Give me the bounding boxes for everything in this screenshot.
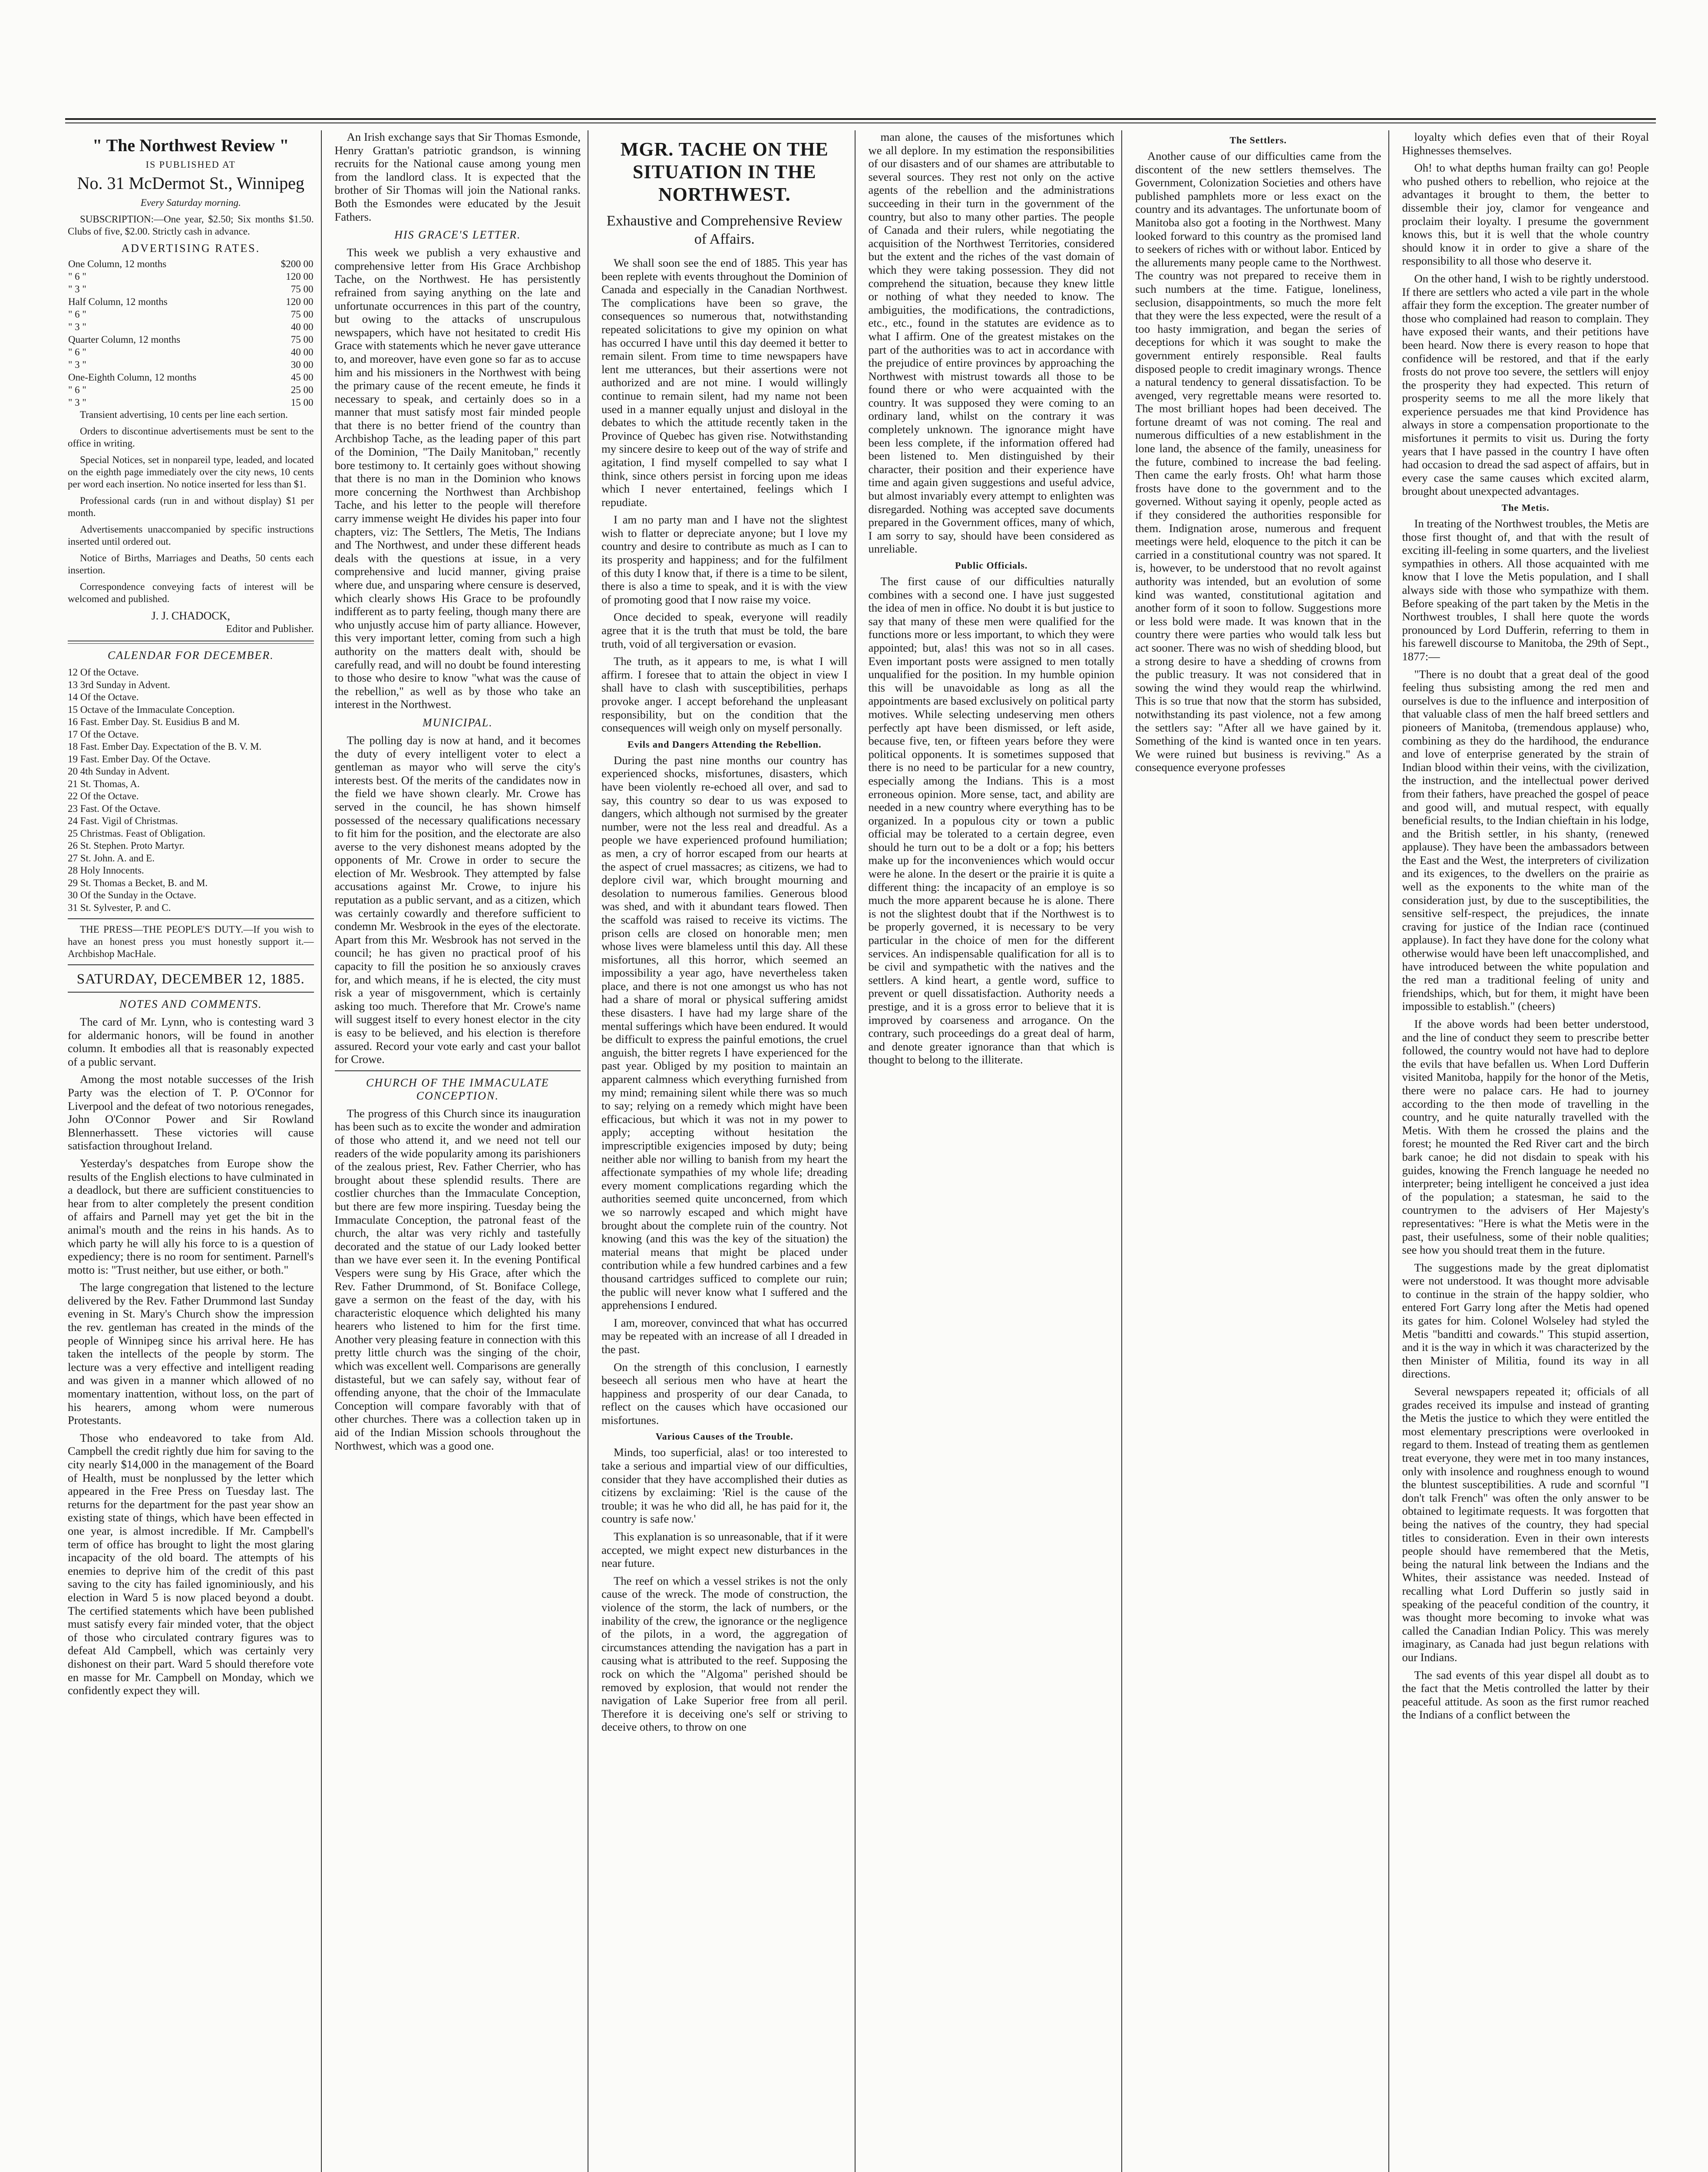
- grace-heading: HIS GRACE'S LETTER.: [394, 228, 521, 242]
- column-6: [1400, 130, 1656, 2172]
- paragraph: The card of Mr. Lynn, who is contesting ward 3 for aldermanic honors, will be found in another column. It embodies all that is reasonably expected of a public servant.: [68, 1015, 314, 1068]
- paragraph: Orders to discontinue advertisements must be sent to the office in writing.: [68, 426, 314, 449]
- column-4: [866, 130, 1123, 2172]
- church-heading: CHURCH OF THE IMMACULATE CONCEPTION.: [366, 1076, 549, 1102]
- calendar-item: 22 Of the Octave.: [68, 791, 139, 801]
- rate-label: " 6 ": [68, 384, 86, 395]
- paragraph: Notice of Births, Marriages and Deaths, 50 cents each insertion.: [68, 553, 314, 576]
- paragraph: If the above words had been better understood, and the line of conduct they seem to prescribe better followed, the country would not have had to deplore the evils that have befallen us. When Lord Dufferin visited Manitoba, happily for the honor of the Metis, there were no palace cars. He had to journey according to the then mode of travelling in the country, and he quite naturally travelled with the Metis. With them he crossed the plains and the forest; he mounted the Red River cart and the birch bark canoe; he did not disdain to speak with his guides, knowing the French language he needed no interpreter; being intelligent he conceived a just idea of the population; a statesman, he said to the countrymen to the advisers of Her Majesty's representatives: "Here is what the Metis were in the past, their usefulness, some of their noble qualities; see how you should treat them in the future.: [1402, 1017, 1649, 1257]
- paragraph: In treating of the Northwest troubles, the Metis are those first thought of, and that with the result of exciting ill-feeling in some quarters, and the liveliest sympathies in others. All those acquainted with me know that I love the Metis population, and I shall always side with those who sympathize with them. Before speaking of the part taken by the Metis in the Northwest troubles, I shall here quote the words pronounced by Lord Dufferin, referring to them in his farewell discourse to Manitoba, the 29th of Sept., 1877:—: [1402, 517, 1649, 663]
- municipal-heading: MUNICIPAL.: [422, 716, 493, 729]
- various-heading: Various Causes of the Trouble.: [655, 1431, 793, 1442]
- rate-row: [68, 295, 314, 308]
- rate-row: [68, 346, 314, 358]
- rate-label: " 6 ": [68, 271, 86, 282]
- public-heading: Public Officials.: [955, 560, 1028, 571]
- rate-label: Quarter Column, 12 months: [68, 334, 181, 345]
- rate-amount: 40 00: [291, 321, 314, 332]
- rate-amount: $200 00: [281, 258, 314, 269]
- masthead-published: IS PUBLISHED AT: [145, 159, 236, 170]
- tache-intro: [601, 256, 848, 735]
- rate-amount: 30 00: [291, 359, 314, 370]
- paragraph: Among the most notable successes of the Irish Party was the election of T. P. O'Connor for Liverpool and the defeat of two notorious renegades, John O'Connor Power and Sir Rowland Blennerhassett. These victories will cause satisfaction throughout Ireland.: [68, 1073, 314, 1152]
- editor-title: Editor and Publisher.: [226, 623, 314, 635]
- calendar-item: 18 Fast. Ember Day. Expectation of the B. V. M.: [68, 741, 262, 752]
- paragraph: The first cause of our difficulties naturally combines with a second one. I have just suggested the idea of men in office. No doubt it is but justice to say that many of these men were qualified for the functions more or less important, to which they were appointed; but, alas! this was not so in all cases. Even important posts were assigned to men totally unqualified for the position. In my humble opinion this will be unavoidable as long as all the appointments are based exclusively on political party motives. While selecting undeserving men others perfectly apt have been dismissed, or left aside, because five, ten, or fifteen years before they were political opponents. It is sometimes supposed that there is no need to be particular for a new country, especially among the Indians. This is a most erroneous opinion. More sense, tact, and ability are needed in a new country where everything has to be organized. In a populous city or town a public official may be tolerated to a certain degree, even should he turn out to be a dolt or a fop; his betters make up for the inconveniences which would occur were he alone. In the desert or the prairie it is quite a different thing: the incapacity of an employe is so much the more apparent because he is alone. There is not the slightest doubt that if the Northwest is to be properly governed, it is necessary to be very particular in the choice of men for the different services. An indispensable qualification for all is to be civil and sympathetic with the natives and the settlers. A kind heart, a gentle word, suffice to prevent or quell dissatisfaction. Authority needs a prestige, and it is a gross error to believe that it is improved by coarseness and arrogance. On the contrary, such proceedings do a great deal of harm, and denote greater ignorance than that which is thought to belong to the illiterate.: [868, 575, 1114, 1066]
- rate-amount: 75 00: [291, 284, 314, 295]
- rate-row: [68, 358, 314, 371]
- rate-amount: 120 00: [286, 271, 314, 282]
- subscription: SUBSCRIPTION:—One year, $2.50; Six months $1.50. Clubs of five, $2.00. Strictly cash in advance.: [68, 214, 314, 237]
- paragraph: Correspondence conveying facts of interest will be welcomed and published.: [68, 581, 314, 604]
- settlers-heading: The Settlers.: [1229, 135, 1287, 146]
- settlers-body: [1135, 149, 1381, 774]
- rate-label: " 3 ": [68, 284, 86, 295]
- paragraph: The reef on which a vessel strikes is not the only cause of the wreck. The mode of construction, the violence of the storm, the lack of numbers, or the inability of the crew, the ignorance or the negligence of the pilots, in a word, the aggregation of circumstances attending the navigation has a part in causing what is attributed to the reef. Supposing the rock on which the "Algoma" perished should be removed by explosion, that would not render the navigation of Lake Superior free from all peril. Therefore it is deceiving one's self or striving to deceive others, to throw on one: [601, 1574, 848, 1734]
- paragraph: The suggestions made by the great diplomatist were not understood. It was thought more advisable to continue in the strain of the happy soldier, who entered Fort Garry long after the Metis had opened its gates for him. Colonel Wolseley had styled the Metis "banditti and cowards." This stupid assertion, and it is the way in which it was characterized by the then Minister of Militia, found its way in all directions.: [1402, 1261, 1649, 1381]
- paragraph: Minds, too superficial, alas! or too interested to take a serious and impartial view of our difficulties, consider that they have accomplished their duties as citizens by exclaiming: 'Riel is the cause of the trouble; it was he who did all, he has paid for it, the country is safe now.': [601, 1446, 848, 1526]
- metis-heading: The Metis.: [1501, 502, 1549, 513]
- paragraph: loyalty which defies even that of their Royal Highnesses themselves.: [1402, 130, 1649, 157]
- rate-row: [68, 333, 314, 346]
- paragraph: Special Notices, set in nonpareil type, leaded, and located on the eighth page immediately over the city news, 10 cents per word each insertion. No notice inserted for less than $1.: [68, 454, 314, 490]
- calendar-item: 26 St. Stephen. Proto Martyr.: [68, 840, 185, 851]
- rate-row: [68, 321, 314, 333]
- masthead-address: No. 31 McDermot St., Winnipeg: [77, 173, 304, 193]
- calendar-item: 29 St. Thomas a Becket, B. and M.: [68, 877, 208, 888]
- rate-label: One Column, 12 months: [68, 258, 167, 269]
- calendar-item: 15 Octave of the Immaculate Conception.: [68, 704, 235, 715]
- paragraph: I am no party man and I have not the slightest wish to flatter or depreciate anyone; but I love my country and desire to contribute as much as I can to its prosperity and happiness; and for the fulfilment of this duty I know that, if there is a time to be silent, there is also a time to speak, and it is with the view of promoting good that I now raise my voice.: [601, 513, 848, 606]
- rate-amount: 75 00: [291, 309, 314, 320]
- rate-label: One-Eighth Column, 12 months: [68, 372, 197, 383]
- paragraph: On the other hand, I wish to be rightly understood. If there are settlers who acted a vile part in the whole affair they form the exception. The greater number of those who complained had reason to complain. They have exposed their wants, and their petitions have been heard. Now there is every reason to hope that confidence will be restored, and that if the early frosts do not prove too severe, the settlers will enjoy the prosperity they had expected. This return of prosperity seems to me all the more likely that experience persuades me that kind Providence has always in store a compensation proportionate to the misfortunes it permits to visit us. During the forty years that I have passed in the country I have often had occasion to dread the sad aspect of affairs, but in every case the same causes which excited alarm, brought about unexpected advantages.: [1402, 272, 1649, 498]
- divider: [68, 640, 314, 644]
- paragraph: On the strength of this conclusion, I earnestly beseech all serious men who have at heart the happiness and prosperity of our dear Canada, to reflect on the causes which have occasioned our misfortunes.: [601, 1360, 848, 1427]
- calendar-item: 13 3rd Sunday in Advent.: [68, 679, 170, 690]
- editor-name: J. J. CHADOCK,: [151, 609, 230, 622]
- rate-label: " 3 ": [68, 397, 86, 408]
- municipal-body: [335, 734, 581, 1066]
- paragraph: Oh! to what depths human frailty can go! People who pushed others to rebellion, who rejoice at the advantages it brought to them, the better to dissemble their joy, clamor for vengeance and proclaim their loyalty. I presume the government knows this, but it is well that the whole country should know it in order to give a share of the responsibility to all those who deserve it.: [1402, 161, 1649, 268]
- paragraph: man alone, the causes of the misfortunes which we all deplore. In my estimation the responsibilities of our disasters and of our shames are attributable to several sources. They rest not only on the active agents of the rebellion and the administrations succeeding in their turn in the government of the country, but also to many other parties. The people of Canada and their rulers, while negotiating the acquisition of the Northwest Territories, considered but the extent and the riches of the vast domain of which they were taking possession. They did not comprehend the situation, because they knew little or nothing of what they needed to know. The ambiguities, the modifications, the contradictions, etc., etc., found in the statutes are evidence as to what I affirm. One of the greatest mistakes on the part of the authorities was to act in accordance with the prejudice of entire provinces by approaching the Northwest with mistrust towards all those to be found there or who were acquainted with the country. It was supposed they were coming to an ordinary land, whilst on the contrary it was completely unknown. The ignorance might have been less complete, if the information offered had been listened to. Men distinguished by their character, their position and their experience have time and again given suggestions and useful advice, but almost invariably every attempt to enlighten was disregarded. Nothing was accepted save documents prepared in the Government offices, many of which, I am sorry to say, should have been considered as unreliable.: [868, 130, 1114, 556]
- rate-row: [68, 396, 314, 409]
- paragraph: "There is no doubt that a great deal of the good feeling thus subsisting among the red men and ourselves is due to the influence and interposition of that valuable class of men the half breed settlers and pioneers of Manitoba, (tremendous applause) who, combining as they do the hardihood, the endurance and love of enterprise generated by the strain of Indian blood within their veins, with the civilization, the instruction, and the intellectual power derived from their fathers, have preached the gospel of peace and good will, and mutual respect, with equally beneficial results, to the Indian chieftain in his lodge, and the British settler, in his shanty, (renewed applause). They have been the ambassadors between the East and the West, the interpreters of civilization and its exigences, to the dwellers on the prairie as well as the exponents to the white man of the consideration just, by due to the susceptibilities, the sensitive self-respect, the prejudices, the innate craving for justice of the Indian race (continued applause). In fact they have done for the colony what otherwise would have been left unaccomplished, and have introduced between the white population and the red man a traditional feeling of unity and friendships, which, but for them, it might have been impossible to establish." (cheers): [1402, 667, 1649, 1013]
- paragraph: Professional cards (run in and without display) $1 per month.: [68, 495, 314, 518]
- rate-row: [68, 371, 314, 384]
- rate-amount: 45 00: [291, 372, 314, 383]
- paragraph: An Irish exchange says that Sir Thomas Esmonde, Henry Grattan's patriotic grandson, is winning recruits for the National cause among young men from the landlord class. It is expected that the brother of Sir Thomas will join the National ranks. Both the Esmondes were educated by the Jesuit Fathers.: [334, 130, 581, 223]
- rate-label: Half Column, 12 months: [68, 296, 168, 307]
- rate-row: [68, 283, 314, 295]
- column-1: [65, 130, 322, 2172]
- column-5: [1133, 130, 1389, 2172]
- calendar-item: 25 Christmas. Feast of Obligation.: [68, 828, 205, 839]
- calendar-item: 14 Of the Octave.: [68, 692, 139, 702]
- notes-heading: NOTES AND COMMENTS.: [119, 998, 262, 1010]
- tache-subheadline: Exhaustive and Comprehensive Review of Affairs.: [606, 213, 842, 247]
- dateline: SATURDAY, DECEMBER 12, 1885.: [76, 971, 305, 987]
- paragraph: I am, moreover, convinced that what has occurred may be repeated with an increase of all I dreaded in the past.: [601, 1316, 848, 1356]
- metis-body: [1402, 517, 1649, 1722]
- paragraph: Another cause of our difficulties came from the discontent of the new settlers themselves. The Government, Colonization Societies and others have published pamphlets more or less exact on the country and its advantages. The unfortunate boom of Manitoba also got a footing in the Northwest. Many looked forward to this country as the promised land to seekers of riches with or without labor. Enticed by the allurements many people came to the Northwest. The country was not prepared to receive them in such numbers at the time. Fatigue, loneliness, seclusion, disappointments, so much the more felt that they were the less expected, were the result of a too hasty immigration, and began the series of deceptions for which it was sought to make the government entirely responsible. Real faults disposed people to credit imaginary wrongs. Thence a natural tendency to general dissatisfaction. To be avenged, very regrettable means were resorted to. The most brilliant hopes had been deceived. The fortune dreamt of was not coming. The real and numerous difficulties of a new establishment in the lone land, the absence of the family, uneasiness for the future, combined to increase the bad feeling. Then came the early frosts. Oh! what harm those frosts have done to the government and to the governed. Without saying it openly, people acted as if they considered the authorities responsible for them. Indignation arose, numerous and frequent meetings were held, eloquence to the pitch it can be carried in a constitutional country was not spared. It is, however, to be understood that no revolt against authority was intended, but an evolution of some kind was wanted, constitutional agitation and another form of it soon to follow. Suggestions more or less bold were made. It was known that in the country there were parties who would talk less but act sooner. There was no wish of shedding blood, but a strong desire to have a shedding of crowns from the public treasury. It was not considered that in sowing the wind they would reap the whirlwind. This is so true that now that the storm has subsided, notwithstanding its past violence, not a few among the settlers say: "After all we have gained by it. Something of the kind is wanted once in ten years. We were ruined but business is reviving." As a consequence everyone professes: [1135, 149, 1381, 774]
- rate-amount: 75 00: [291, 334, 314, 345]
- paragraph: The large congregation that listened to the lecture delivered by the Rev. Father Drummond last Sunday evening in St. Mary's Church show the impression the rev. gentleman has created in the minds of the people of Winnipeg since his arrival here. He has taken the intellects of the people by storm. The lecture was a very effective and intelligent reading and was given in a manner which allowed of no momentary inattention, without loss, on the part of his hearers, among whom were numerous Protestants.: [68, 1281, 314, 1427]
- calendar-item: 12 Of the Octave.: [68, 667, 139, 678]
- masthead-title: " The Northwest Review ": [93, 136, 289, 155]
- calendar-item: 24 Fast. Vigil of Christmas.: [68, 815, 178, 826]
- advertising-notes: [68, 409, 314, 605]
- loyalty-body: [1402, 130, 1649, 498]
- divider: [335, 1070, 581, 1071]
- paragraph: The polling day is now at hand, and it becomes the duty of every intelligent voter to elect a gentleman as mayor who will serve the city's interests best. Of the merits of the candidates now in the field we have shown clearly. Mr. Crowe has served in the council, he has shown himself possessed of the necessary qualifications necessary to fit him for the position, and the electorate are also averse to the very dishonest means adopted by the opponents of Mr. Crowe in order to secure the election of Mr. Wesbrook. They attempted by false accusations against Mr. Crowe, to injure his reputation as a public servant, and as a citizen, which was certainly cowardly and therefore sufficient to condemn Mr. Wesbrook in the eyes of the electorate. Apart from this Mr. Wesbrook has not served in the council; he has given no practical proof of his capacity to fill the position he so anxiously craves for, and which means, if he is elected, the city must risk a year of misgovernment, which is certainly asking too much. Therefore that Mr. Crowe's name will suggest itself to every honest elector in the city is easy to be believed, and his election is therefore assured. Record your vote early and cast your ballot for Crowe.: [334, 733, 581, 1066]
- rate-label: " 6 ": [68, 347, 86, 358]
- tache-headline: MGR. TACHE ON THE SITUATION IN THE NORTHWEST.: [620, 139, 829, 205]
- rate-row: [68, 270, 314, 283]
- paragraph: The progress of this Church since its inauguration has been such as to excite the wonder and admiration of those who attend it, and we need not tell our readers of the wide popularity among its parishioners of the zealous priest, Rev. Father Cherrier, who has brought about these splendid results. There are costlier churches than the Immaculate Conception, but there are few more inspiring. Tuesday being the Immaculate Conception, the patronal feast of the church, the altar was very richly and tastefully decorated and the statue of our Lady looked better than we have ever seen it. In the evening Pontifical Vespers were sung by His Grace, after which the Rev. Father Drummond, of St. Boniface College, gave a sermon on the feast of the day, with his characteristic eloquence which delighted his many hearers who listened to him for the first time. Another very pleasing feature in connection with this pretty little church was the singing of the choir, which was excellent well. Comparisons are generally distasteful, but we can safely say, without fear of offending anyone, that the choir of the Immaculate Conception will compare favorably with that of other churches. There was a collection taken up in aid of the Indian Mission schools throughout the Northwest, which was a good one.: [334, 1106, 581, 1452]
- evils-body: [601, 754, 848, 1427]
- divider: [68, 918, 314, 919]
- paragraph: Yesterday's despatches from Europe show the results of the English elections to have culminated in a deadlock, but there are sufficient constituencies to hear from to alter completely the present condition of affairs and Parnell may yet get the bit in the animal's mouth and the reins in his hands. As to which party he will ally his force to is a question of expediency; there is no room for sentiment. Parnell's motto is: "Trust neither, but use either, or both.": [68, 1156, 314, 1276]
- calendar-item: 30 Of the Sunday in the Octave.: [68, 890, 196, 901]
- paragraph: The truth, as it appears to me, is what I will affirm. I foresee that to attain the object in view I shall have to clash with susceptibilities, perhaps provoke anger. I accept beforehand the unpleasant responsibility, but on the condition that the consequences will weigh only on myself personally.: [601, 655, 848, 735]
- divider: [68, 964, 314, 965]
- public-body: [869, 575, 1115, 1066]
- various-body: [601, 1446, 848, 1733]
- church-body: [335, 1107, 581, 1452]
- paragraph: This week we publish a very exhaustive and comprehensive letter from His Grace Archbishop Tache, on the Northwest. He has persistently refrained from saying anything on the late and unfortunate occurrences in this part of the country, but owing to the attacks of unscrupulous newspapers, which have not hesitated to credit His Grace with statements which he never gave utterance to, and moreover, have even gone so far as to accuse him and his missioners in the Northwest with being the primary cause of the recent emeute, he finds it necessary to speak, and certainly does so in a manner that must satisfy most fair minded people that there is no better friend of the country than Archbishop Tache, as the leading paper of this part of the Dominion, "The Daily Manitoban," recently bore testimony to. It certainly goes without showing that there is no man in the Dominion who knows more concerning the Northwest than Archbishop Tache, and his letter to the people will therefore carry immense weight He divides his paper into four chapters, viz: The Settlers, The Metis, The Indians and The Northwest, and under these different heads deals with the questions at issue, in a very comprehensive and lucid manner, giving praise where due, and unsparing where censure is deserved, which clearly shows His Grace to be profoundly indifferent as to party feeling, though many there are who unjustly accuse him of party alliance. However, this very important letter, coming from such a high authority on the matters dealt with, should be carefully read, and will no doubt be found interesting to those who desire to know "what was the cause of the rebellion," as well as by those who take an interest in the Northwest.: [334, 246, 581, 711]
- paragraph: Those who endeavored to take from Ald. Campbell the credit rightly due him for saving to the city nearly $14,000 in the management of the Board of Health, must be nonplussed by the letter which appeared in the Free Press on Tuesday last. The returns for the department for the past year show an existing state of things, which have been effected in one year, is almost incredible. If Mr. Campbell's term of office has brought to light the most glaring incapacity of the old board. The attempts of his enemies to deprive him of the credit of this past saving to the city has failed ignominiously, and his election in Ward 5 is now placed beyond a doubt. The certified statements which have been published must satisfy every fair minded voter, that the object of those who circulated contrary figures was to defeat Ald Campbell, which was certainly very dishonest on their part. Ward 5 should therefore vote en masse for Mr. Campbell on Monday, which we confidently expect they will.: [68, 1431, 314, 1697]
- rate-label: " 6 ": [68, 309, 86, 320]
- advertising-rates-table: [68, 258, 314, 409]
- grace-body: [335, 246, 581, 711]
- paragraph: Several newspapers repeated it; officials of all grades received its impulse and instead of granting the Metis the justice to which they were entitled the most elementary prescriptions were overlooked in regard to them. Instead of treating them as gentlemen treat everyone, they were met in too many instances, only with insolence and roughness enough to wound the bluntest susceptibilities. A rude and scornful "I don't talk French" was often the only answer to be obtained to legitimate requests. It was forgotten that being the natives of the country, they had special titles to consideration. Even in their own interests people should have remembered that the Metis, being the natural link between the Indians and the Whites, their assistance was needed. Instead of recalling what Lord Dufferin so justly said in speaking of the peaceful condition of the country, it was thought more becoming to invoke what was called the Canadian Indian Policy. This was merely imaginary, as Canada had just begun relations with our Indians.: [1402, 1385, 1649, 1664]
- calendar-item: 21 St. Thomas, A.: [68, 778, 140, 789]
- column-2: [332, 130, 589, 2172]
- calendar-item: 27 St. John. A. and E.: [68, 852, 155, 864]
- paragraph: Transient advertising, 10 cents per line each sertion.: [80, 409, 288, 420]
- columns: [65, 130, 1656, 2172]
- column-3: [599, 130, 856, 2172]
- calendar-item: 17 Of the Octave.: [68, 728, 139, 740]
- paragraph: The sad events of this year dispel all doubt as to the fact that the Metis controlled the latter by their peaceful attitude. As soon as the first rumor reached the Indians of a conflict between the: [1402, 1668, 1649, 1722]
- evils-heading: Evils and Dangers Attending the Rebellion.: [627, 738, 822, 750]
- rate-amount: 40 00: [291, 347, 314, 358]
- paragraph: We shall soon see the end of 1885. This year has been replete with events throughout the Dominion of Canada and especially in the Canadian Northwest. The complications have been so grave, the consequences so numerous that, notwithstanding repeated solicitations to give my opinion on what has occurred I have until this day deemed it better to remain silent. From time to time newspapers have lent me utterances, but their assertions were not authorized and are not mine. I would willingly continue to remain silent, had my name not been used in a manner equally unjust and disloyal in the debates to which the attitude recently taken in the Province of Quebec has given rise. Notwithstanding my sincere desire to keep out of the way of strife and agitation, I find myself compelled to say what I think, since others persist in forcing upon me ideas which I never entertained, feelings which I repudiate.: [601, 256, 848, 509]
- calendar-list: [68, 666, 314, 914]
- notes-body: [68, 1015, 314, 1697]
- calendar-item: 20 4th Sunday in Advent.: [68, 766, 170, 777]
- esmonde-note: [335, 130, 581, 223]
- rate-label: " 3 ": [68, 359, 86, 370]
- paragraph: This explanation is so unreasonable, that if it were accepted, we might expect new disturbances in the near future.: [601, 1530, 848, 1570]
- rate-row: [68, 384, 314, 396]
- divider: [68, 992, 314, 993]
- rate-amount: 120 00: [286, 296, 314, 307]
- paragraph: Once decided to speak, everyone will readily agree that it is the truth that must be told, the bare truth, void of all tergiversation or evasion.: [601, 610, 848, 650]
- rate-row: [68, 308, 314, 321]
- calendar-title: CALENDAR FOR DECEMBER.: [107, 649, 274, 662]
- causes-body: [869, 130, 1115, 556]
- rate-amount: 25 00: [291, 384, 314, 395]
- calendar-item: 28 Holy Innocents.: [68, 865, 144, 876]
- calendar-item: 19 Fast. Ember Day. Of the Octave.: [68, 753, 211, 765]
- calendar-item: 23 Fast. Of the Octave.: [68, 803, 161, 814]
- paragraph: Advertisements unaccompanied by specific instructions inserted until ordered out.: [68, 524, 314, 547]
- calendar-item: 31 St. Sylvester, P. and C.: [68, 902, 171, 913]
- press-quote: THE PRESS—THE PEOPLE'S DUTY.—If you wish to have an honest press you must honestly support it.—Archbishop MacHale.: [68, 924, 314, 959]
- advertising-title: ADVERTISING RATES.: [121, 242, 261, 255]
- rate-label: " 3 ": [68, 321, 86, 332]
- calendar-item: 16 Fast. Ember Day. St. Eusidius B and M.: [68, 716, 240, 727]
- masthead-every: Every Saturday morning.: [140, 197, 241, 208]
- rate-amount: 15 00: [291, 397, 314, 408]
- rate-row: [68, 258, 314, 270]
- paragraph: During the past nine months our country has experienced shocks, misfortunes, disasters, which have been violently re-echoed all over, and sad to say, this country so dear to us was exposed to dangers, which although not surmised by the greater number, were not the less real and dreadful. As a people we have experienced profound humiliation; as men, a cry of horror escaped from our hearts at the aspect of cruel massacres; as citizens, we had to deplore civil war, which brought mourning and desolation to numerous families. Generous blood was shed, and with it abundant tears flowed. Then the scaffold was raised to receive its victims. The prison cells are closed on honorable men; men whose lives were blameless until this day. All these misfortunes, all this horror, which seemed an impossibility a year ago, have nevertheless taken place, and there is not one amongst us who has not had a share of moral or physical suffering amidst these disasters. I have had my large share of the mental sufferings which have been endured. It would be difficult to express the painful emotions, the cruel anguish, the bitter regrets I have experienced for the past year. Obliged by my position to maintain an apparent calmness which everything furnished from my mind; remaining silent while there was so much to say; relying on a remedy which might have been efficacious, but which it was not in my power to apply; accepting without hesitation the imprescriptible exigencies imposed by duty; being neither able nor willing to banish from my heart the affectionate sympathies of my whole life; dreading every moment complications regarding which the authorities seemed quite unconcerned, from which we so narrowly escaped and which might have brought about the complete ruin of the country. Not knowing (and this was the key of the situation) the material means that might be placed under contribution while a few hundred carbines and a few thousand cartridges sufficed to complete our ruin; the public will never know what I suffered and the apprehensions I endured.: [601, 753, 848, 1312]
- top-rule: [65, 118, 1656, 120]
